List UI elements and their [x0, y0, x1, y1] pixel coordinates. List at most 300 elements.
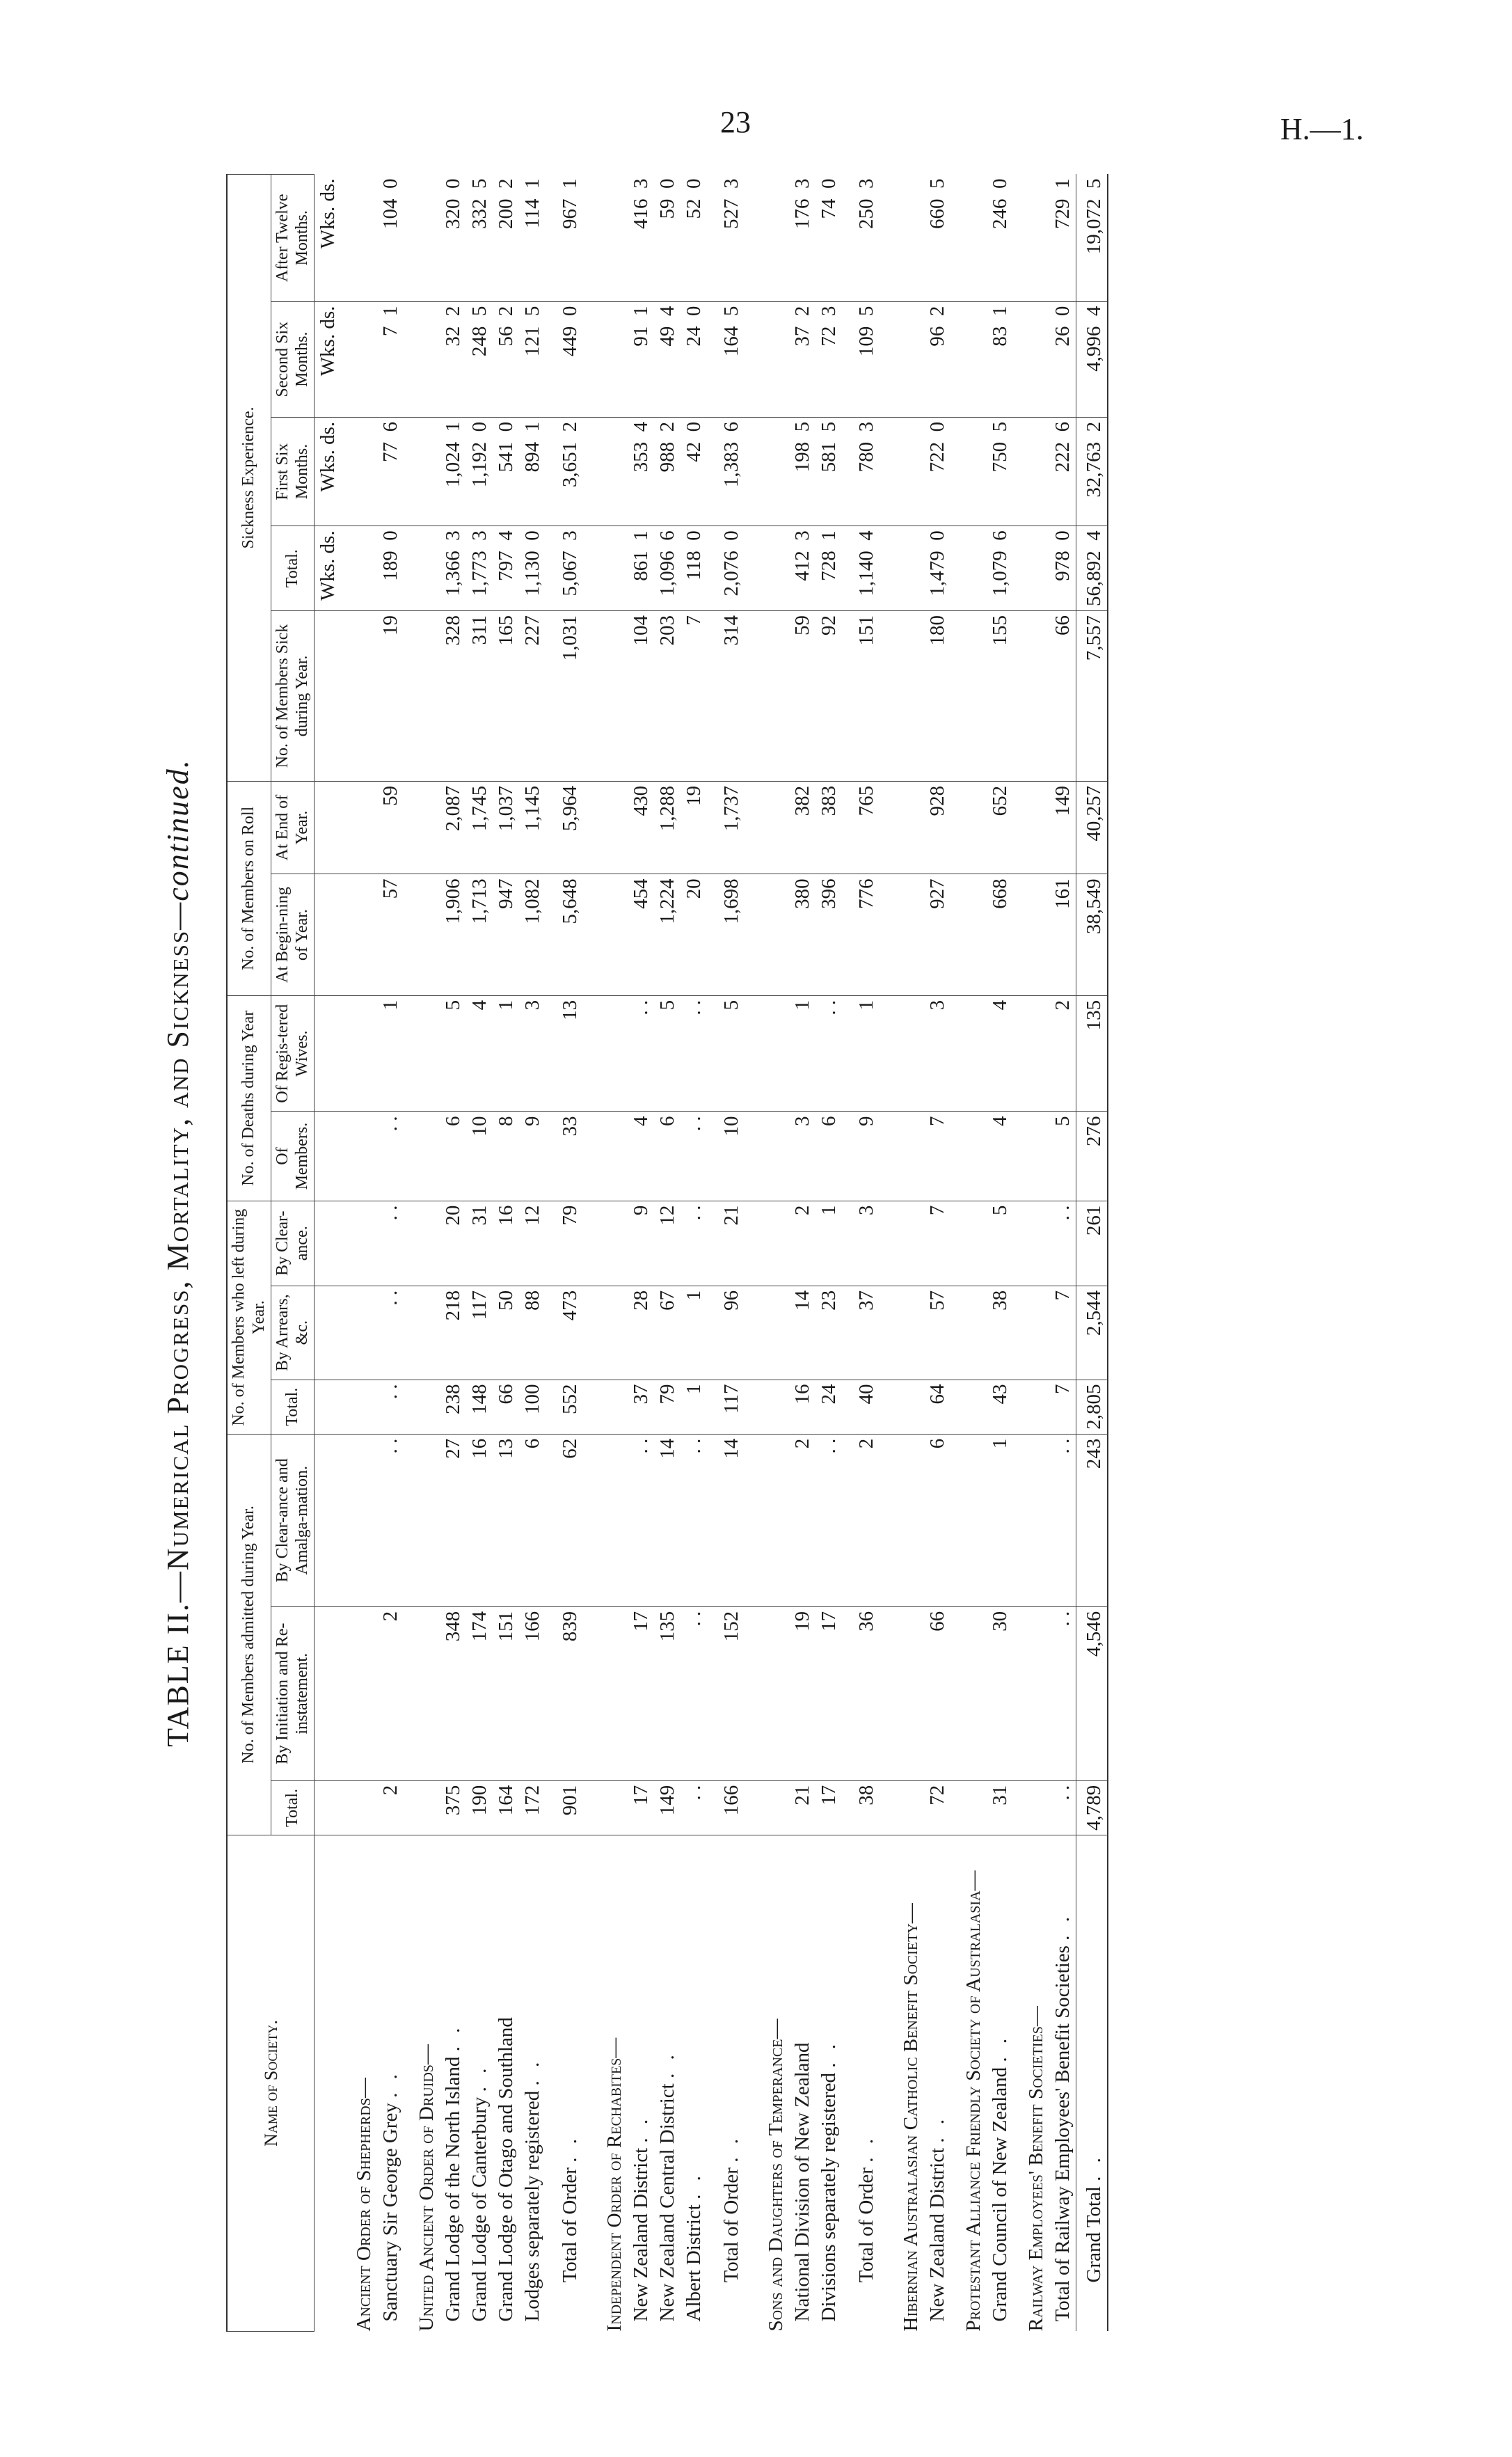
table-cell	[950, 1201, 987, 1286]
table-cell: 52 0	[681, 175, 707, 302]
row-name-text: Total of Order	[720, 2167, 743, 2283]
table-cell	[341, 301, 377, 417]
table-cell: 332 5	[466, 175, 493, 302]
table-cell	[404, 995, 440, 1112]
table-cell	[950, 995, 987, 1112]
table-cell: 449 0	[546, 301, 591, 417]
table-cell: 238	[440, 1380, 466, 1434]
table-cell	[404, 1286, 440, 1380]
table-cell: 200 2	[493, 175, 519, 302]
table-cell: 2	[377, 1606, 404, 1780]
table-cell: 4,996 4	[1076, 301, 1108, 417]
table-cell: 40	[842, 1380, 888, 1434]
table-cell	[404, 417, 440, 526]
col-members-sick: No. of Members Sick during Year.	[271, 611, 315, 782]
table-row	[377, 175, 404, 2332]
table-cell	[591, 781, 628, 874]
table-cell: 652	[987, 781, 1013, 874]
society-name	[341, 1835, 377, 2332]
leader-dots: . .	[442, 2023, 465, 2052]
title-prefix: TABLE II.—	[161, 1570, 195, 1747]
society-name	[591, 1835, 628, 2332]
table-cell: 250 3	[842, 175, 888, 302]
society-heading-row	[591, 175, 628, 2332]
table-cell: 947	[493, 874, 519, 996]
table-cell	[404, 301, 440, 417]
table-cell: 839	[546, 1606, 591, 1780]
table-cell: 4	[466, 995, 493, 1112]
table-cell	[341, 611, 377, 782]
statistics-table	[226, 174, 1108, 2332]
rotated-table-page	[132, 174, 1315, 2332]
table-cell: 1,479 0	[924, 526, 950, 611]
table-row	[628, 175, 654, 2332]
table-cell: 988 2	[654, 417, 681, 526]
table-cell	[950, 175, 987, 302]
table-cell: 1,224	[654, 874, 681, 996]
table-cell: 104	[628, 611, 654, 782]
row-name-text: Independent Order of Rechabites—	[603, 2037, 626, 2332]
table-cell: 1	[681, 1286, 707, 1380]
table-cell: 7,557	[1076, 611, 1108, 782]
table-cell	[950, 1112, 987, 1201]
table-cell	[1013, 526, 1049, 611]
table-cell: 66	[924, 1606, 950, 1780]
table-cell	[1013, 417, 1049, 526]
col-group-deaths: No. of Deaths during Year	[227, 995, 271, 1201]
row-name	[466, 1835, 493, 2332]
row-name	[987, 1835, 1013, 2332]
table-cell: 56 2	[493, 301, 519, 417]
table-row	[493, 175, 519, 2332]
table-cell	[888, 301, 924, 417]
table-cell	[1013, 1434, 1049, 1606]
table-cell	[753, 1380, 789, 1434]
table-cell: 729 1	[1049, 175, 1076, 302]
table-cell: 4	[987, 995, 1013, 1112]
col-roll-beginning: At Begin-ning of Year.	[271, 874, 315, 996]
table-cell: 416 3	[628, 175, 654, 302]
row-name	[628, 1835, 654, 2332]
table-cell	[753, 417, 789, 526]
col-by-initiation: By Initiation and Re-instatement.	[271, 1606, 315, 1780]
table-cell: . .	[377, 1112, 404, 1201]
table-cell: 59	[789, 611, 815, 782]
table-cell: 5	[440, 995, 466, 1112]
table-cell: 16	[789, 1380, 815, 1434]
table-cell: 19	[681, 781, 707, 874]
society-heading-row	[341, 175, 377, 2332]
col-by-clearance: By Clear-ance.	[271, 1201, 315, 1286]
leader-dots: . .	[989, 2034, 1012, 2062]
table-cell: 17	[815, 1606, 842, 1780]
table-cell: 1	[493, 995, 519, 1112]
table-cell: 66	[493, 1380, 519, 1434]
row-name	[440, 1835, 466, 2332]
table-cell: 581 5	[815, 417, 842, 526]
table-cell: 243	[1076, 1434, 1108, 1606]
table-cell	[591, 874, 628, 996]
table-cell: 10	[466, 1112, 493, 1201]
table-cell: 6	[654, 1112, 681, 1201]
table-cell: 40,257	[1076, 781, 1108, 874]
table-cell	[888, 526, 924, 611]
table-cell	[341, 1112, 377, 1201]
table-cell: 765	[842, 781, 888, 874]
table-cell: 1,698	[707, 874, 753, 996]
table-cell	[888, 995, 924, 1112]
table-cell: 3,651 2	[546, 417, 591, 526]
table-cell: 396	[815, 874, 842, 996]
col-first-six-months: First Six Months.	[271, 417, 315, 526]
table-cell: 151	[493, 1606, 519, 1780]
table-cell	[950, 1780, 987, 1835]
table-cell: 3	[842, 1201, 888, 1286]
table-cell: 1	[987, 1434, 1013, 1606]
table-cell: 1,037	[493, 781, 519, 874]
table-cell	[950, 526, 987, 611]
table-cell: 7 1	[377, 301, 404, 417]
table-cell: 5	[1049, 1112, 1076, 1201]
table-row	[1049, 175, 1076, 2332]
table-cell	[591, 1201, 628, 1286]
table-cell: 17	[815, 1780, 842, 1835]
col-left-total: Total.	[271, 1380, 315, 1434]
table-cell	[888, 1286, 924, 1380]
table-cell: 1,031	[546, 611, 591, 782]
table-cell	[950, 301, 987, 417]
table-cell: 203	[654, 611, 681, 782]
table-cell: 38	[987, 1286, 1013, 1380]
table-cell: 412 3	[789, 526, 815, 611]
table-cell	[404, 1606, 440, 1780]
table-cell: . .	[377, 1286, 404, 1380]
table-cell: 668	[987, 874, 1013, 996]
table-cell: 6	[924, 1434, 950, 1606]
table-cell: 164 5	[707, 301, 753, 417]
table-cell: 5	[654, 995, 681, 1112]
society-heading-row	[404, 175, 440, 2332]
table-cell: 13	[493, 1434, 519, 1606]
table-cell: 314	[707, 611, 753, 782]
table-cell	[888, 175, 924, 302]
table-cell: 148	[466, 1380, 493, 1434]
grand-total-row	[1076, 175, 1108, 2332]
table-cell: 62	[546, 1434, 591, 1606]
table-cell: 30	[987, 1606, 1013, 1780]
table-cell: 180	[924, 611, 950, 782]
unit-weeks: Wks.	[317, 206, 340, 249]
table-cell: 104 0	[377, 175, 404, 302]
col-roll-end: At End of Year.	[271, 781, 315, 874]
table-cell: 57	[924, 1286, 950, 1380]
table-cell	[591, 1286, 628, 1380]
table-cell	[1013, 1201, 1049, 1286]
row-name-text: Total of Order	[855, 2167, 878, 2283]
table-cell: 353 4	[628, 417, 654, 526]
table-row	[815, 175, 842, 2332]
table-cell: 1	[842, 995, 888, 1112]
col-name-of-society: Name of Society.	[227, 1835, 315, 2332]
table-cell: 149	[1049, 781, 1076, 874]
table-cell: 66	[1049, 611, 1076, 782]
title-suffix: —continued.	[161, 759, 195, 930]
row-name-text: Sons and Daughters of Temperance—	[765, 2018, 788, 2332]
table-cell	[950, 1380, 987, 1434]
table-cell: 20	[440, 1201, 466, 1286]
table-cell: 17	[628, 1606, 654, 1780]
table-cell: 454	[628, 874, 654, 996]
row-name-text: New Zealand District	[630, 2147, 653, 2322]
table-cell	[1013, 1286, 1049, 1380]
table-cell: 218	[440, 1286, 466, 1380]
table-cell: . .	[815, 1434, 842, 1606]
leader-dots: . .	[683, 2172, 706, 2199]
table-row	[440, 175, 466, 2332]
table-cell: 31	[987, 1780, 1013, 1835]
table-cell: 527 3	[707, 175, 753, 302]
table-cell: 1,079 6	[987, 526, 1013, 611]
table-cell	[753, 995, 789, 1112]
table-cell: 74 0	[815, 175, 842, 302]
row-name-text: Total of Railway Employees' Benefit Societies	[1051, 1945, 1074, 2322]
table-cell: 383	[815, 781, 842, 874]
table-cell: 1,024 1	[440, 417, 466, 526]
row-name-text: Grand Lodge of the North Island	[442, 2056, 465, 2322]
table-cell: 380	[789, 874, 815, 996]
table-cell: 92	[815, 611, 842, 782]
total-row	[707, 175, 753, 2332]
table-cell: 1,745	[466, 781, 493, 874]
table-cell: . .	[681, 1780, 707, 1835]
table-cell: 198 5	[789, 417, 815, 526]
table-cell: 12	[519, 1201, 546, 1286]
leader-dots: . .	[630, 2115, 653, 2143]
table-cell: 64	[924, 1380, 950, 1434]
table-cell: 5	[987, 1201, 1013, 1286]
table-cell: 32 2	[440, 301, 466, 417]
table-cell: 5	[707, 995, 753, 1112]
table-cell: 3	[519, 995, 546, 1112]
table-cell	[591, 301, 628, 417]
table-cell: 114 1	[519, 175, 546, 302]
table-cell: 473	[546, 1286, 591, 1380]
table-title	[160, 174, 196, 2332]
table-cell: 67	[654, 1286, 681, 1380]
table-cell	[1013, 1380, 1049, 1434]
table-cell: 27	[440, 1434, 466, 1606]
row-name-text: Lodges separately registered	[521, 2090, 544, 2322]
table-cell: 1,288	[654, 781, 681, 874]
table-cell	[753, 301, 789, 417]
table-cell: 117	[466, 1286, 493, 1380]
table-cell	[1013, 1606, 1049, 1780]
society-name	[1013, 1835, 1049, 2332]
table-cell: 19	[789, 1606, 815, 1780]
leader-dots: . .	[379, 2070, 402, 2098]
table-cell: 33	[546, 1112, 591, 1201]
society-name	[753, 1835, 789, 2332]
table-cell: . .	[681, 1606, 707, 1780]
table-cell: 13	[546, 995, 591, 1112]
table-cell: 152	[707, 1606, 753, 1780]
table-cell: . .	[377, 1434, 404, 1606]
table-cell: 2	[1049, 995, 1076, 1112]
table-cell: 261	[1076, 1201, 1108, 1286]
table-cell	[404, 781, 440, 874]
table-cell	[950, 417, 987, 526]
table-cell: 780 3	[842, 417, 888, 526]
table-cell: 5,648	[546, 874, 591, 996]
table-cell	[1013, 611, 1049, 782]
table-cell	[341, 1286, 377, 1380]
table-cell	[1013, 1112, 1049, 1201]
table-row	[466, 175, 493, 2332]
table-cell	[753, 1201, 789, 1286]
table-cell	[888, 874, 924, 996]
table-cell	[341, 995, 377, 1112]
row-name-text: Hibernian Australasian Catholic Benefit Society—	[900, 1903, 923, 2332]
table-cell	[950, 1434, 987, 1606]
table-cell: 151	[842, 611, 888, 782]
row-name-text: Total of Order	[559, 2167, 582, 2283]
table-cell: 1,737	[707, 781, 753, 874]
table-cell	[1013, 1780, 1049, 1835]
table-cell	[950, 874, 987, 996]
table-cell: 3	[924, 995, 950, 1112]
table-cell: 72	[924, 1780, 950, 1835]
page-number: 23	[720, 105, 751, 139]
table-cell: . .	[1049, 1201, 1076, 1286]
table-cell: 276	[1076, 1112, 1108, 1201]
table-cell: 382	[789, 781, 815, 874]
table-cell	[753, 526, 789, 611]
row-name-text: Albert District	[683, 2204, 706, 2322]
table-cell: . .	[681, 1434, 707, 1606]
table-cell: 17	[628, 1780, 654, 1835]
table-cell: 83 1	[987, 301, 1013, 417]
table-row	[654, 175, 681, 2332]
row-name	[707, 1835, 753, 2332]
table-cell: 10	[707, 1112, 753, 1201]
row-name	[546, 1835, 591, 2332]
table-cell: 77 6	[377, 417, 404, 526]
table-cell	[888, 1201, 924, 1286]
col-by-clearance-amalgamation: By Clear-ance and Amalga-mation.	[271, 1434, 315, 1606]
table-cell: 56,892 4	[1076, 526, 1108, 611]
col-group-admitted: No. of Members admitted during Year.	[227, 1434, 271, 1835]
table-cell: 23	[815, 1286, 842, 1380]
unit-days: ds.	[317, 530, 340, 554]
table-cell	[341, 1780, 377, 1835]
table-cell	[753, 1780, 789, 1835]
table-cell: 12	[654, 1201, 681, 1286]
row-name-text: Grand Lodge of Otago and Southland	[495, 2017, 518, 2322]
table-cell	[591, 526, 628, 611]
table-cell: 7	[1049, 1286, 1076, 1380]
table-cell: 72 3	[815, 301, 842, 417]
table-cell	[753, 1286, 789, 1380]
table-cell: 16	[493, 1201, 519, 1286]
table-cell: 1	[789, 995, 815, 1112]
table-cell: 88	[519, 1286, 546, 1380]
table-cell: 797 4	[493, 526, 519, 611]
table-cell: 248 5	[466, 301, 493, 417]
table-cell: 14	[789, 1286, 815, 1380]
table-cell	[950, 611, 987, 782]
table-cell	[1013, 874, 1049, 996]
table-cell: 7	[1049, 1380, 1076, 1434]
table-cell	[591, 1112, 628, 1201]
table-cell: 1,145	[519, 781, 546, 874]
unit-weeks: Wks.	[317, 450, 340, 492]
table-cell: . .	[815, 995, 842, 1112]
row-name-text: New Zealand Central District	[656, 2083, 679, 2322]
table-cell: 164	[493, 1780, 519, 1835]
row-name	[681, 1835, 707, 2332]
table-cell	[1013, 995, 1049, 1112]
table-cell	[404, 1434, 440, 1606]
table-cell	[341, 526, 377, 611]
table-cell	[888, 1780, 924, 1835]
table-cell	[341, 417, 377, 526]
table-cell: 166	[519, 1606, 546, 1780]
table-cell	[341, 781, 377, 874]
table-cell: 16	[466, 1434, 493, 1606]
total-row	[842, 175, 888, 2332]
table-cell	[950, 1286, 987, 1380]
table-cell	[888, 1606, 924, 1780]
unit-weeks: Wks.	[317, 333, 340, 377]
col-sick-total: Total.	[271, 526, 315, 611]
row-name	[377, 1835, 404, 2332]
leader-dots: . .	[521, 2057, 544, 2086]
table-cell: 176 3	[789, 175, 815, 302]
leader-dots: . .	[818, 2039, 841, 2068]
table-cell	[591, 995, 628, 1112]
table-cell: . .	[1049, 1434, 1076, 1606]
table-cell	[591, 1434, 628, 1606]
table-cell: 43	[987, 1380, 1013, 1434]
leader-dots: . .	[656, 2051, 679, 2078]
table-cell: 1,096 6	[654, 526, 681, 611]
row-name-text: Grand Lodge of Canterbury	[468, 2096, 491, 2322]
table-cell	[404, 1780, 440, 1835]
table-cell: 166	[707, 1780, 753, 1835]
society-name	[888, 1835, 924, 2332]
table-cell: 135	[1076, 995, 1108, 1112]
leader-dots: . .	[855, 2135, 878, 2163]
table-cell: 6	[519, 1434, 546, 1606]
table-cell	[1013, 301, 1049, 417]
table-cell: 4,789	[1076, 1780, 1108, 1835]
table-cell: 978 0	[1049, 526, 1076, 611]
table-cell	[591, 1780, 628, 1835]
row-name-text: Railway Employees' Benefit Societies—	[1025, 2006, 1048, 2332]
table-cell: 660 5	[924, 175, 950, 302]
table-cell: 19,072 5	[1076, 175, 1108, 302]
table-cell: 1,773 3	[466, 526, 493, 611]
col-group-sickness: Sickness Experience.	[227, 175, 271, 782]
document-reference: H.—1.	[1280, 112, 1364, 146]
table-cell: 26 0	[1049, 301, 1076, 417]
row-name-text: United Ancient Order of Druids—	[415, 2044, 438, 2332]
table-cell: 328	[440, 611, 466, 782]
table-cell	[753, 175, 789, 302]
table-cell: 37 2	[789, 301, 815, 417]
table-row	[681, 175, 707, 2332]
table-cell: 1,082	[519, 874, 546, 996]
